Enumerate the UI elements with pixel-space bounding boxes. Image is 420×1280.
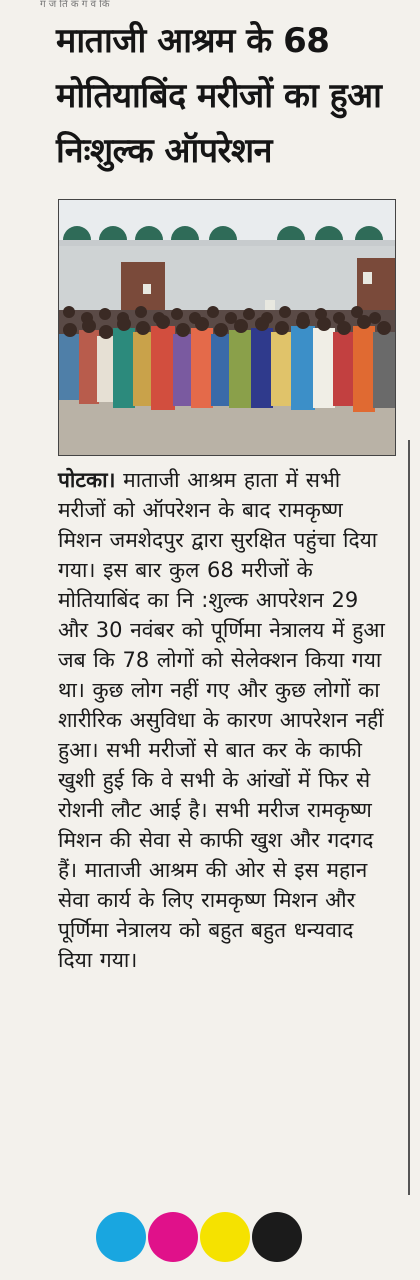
- article-text: माताजी आश्रम हाता में सभी मरीजों को ऑपरेशन के बाद रामकृष्ण मिशन जमशेदपुर द्वारा सुरक्षित पहुंचा दिया गया। इस बार कुल 68 मरीजों के मोतियाबिंद का नि :शुल्क आपरेशन 29 और 30 नवंबर को पूर्णिमा नेत्रालय में हुआ जब कि 78 लोगों को सेलेक्शन किया गया था। कुछ लोग नहीं गए और कुछ लोगों का शारीरिक असुविधा के कारण आपरेशन नहीं हुआ। सभी मरीजों से बात कर के काफी खुशी हुई कि वे सभी के आंखों में फिर से रोशनी लौट आई है। सभी मरीज रामकृष्ण मिशन की सेवा से काफी खुश और गदगद हैं। माताजी आश्रम की ओर से इस महान सेवा कार्य के लिए रामकृष्ण मिशन और पूर्णिमा नेत्रालय को बहुत बहुत धन्यवाद दिया गया।: [58, 468, 385, 972]
- black-registration-dot: [252, 1212, 302, 1262]
- yellow-registration-dot: [200, 1212, 250, 1262]
- cropped-previous-text: ग ज ति क ग व कि: [40, 0, 110, 10]
- news-photo: [58, 199, 396, 456]
- headline-line-2: मोतियाबिंद मरीजों का हुआ: [56, 76, 382, 116]
- headline-line-3: निःशुल्क ऑपरेशन: [56, 131, 272, 171]
- cyan-registration-dot: [96, 1212, 146, 1262]
- column-rule: [408, 440, 410, 1195]
- group-photo-illustration: [59, 200, 395, 455]
- headline: [56, 14, 396, 179]
- magenta-registration-dot: [148, 1212, 198, 1262]
- headline-line-1: माताजी आश्रम के 68: [56, 21, 330, 61]
- article-body: [58, 465, 394, 975]
- print-registration-marks: [96, 1212, 306, 1262]
- article-dateline: पोटका।: [58, 468, 116, 492]
